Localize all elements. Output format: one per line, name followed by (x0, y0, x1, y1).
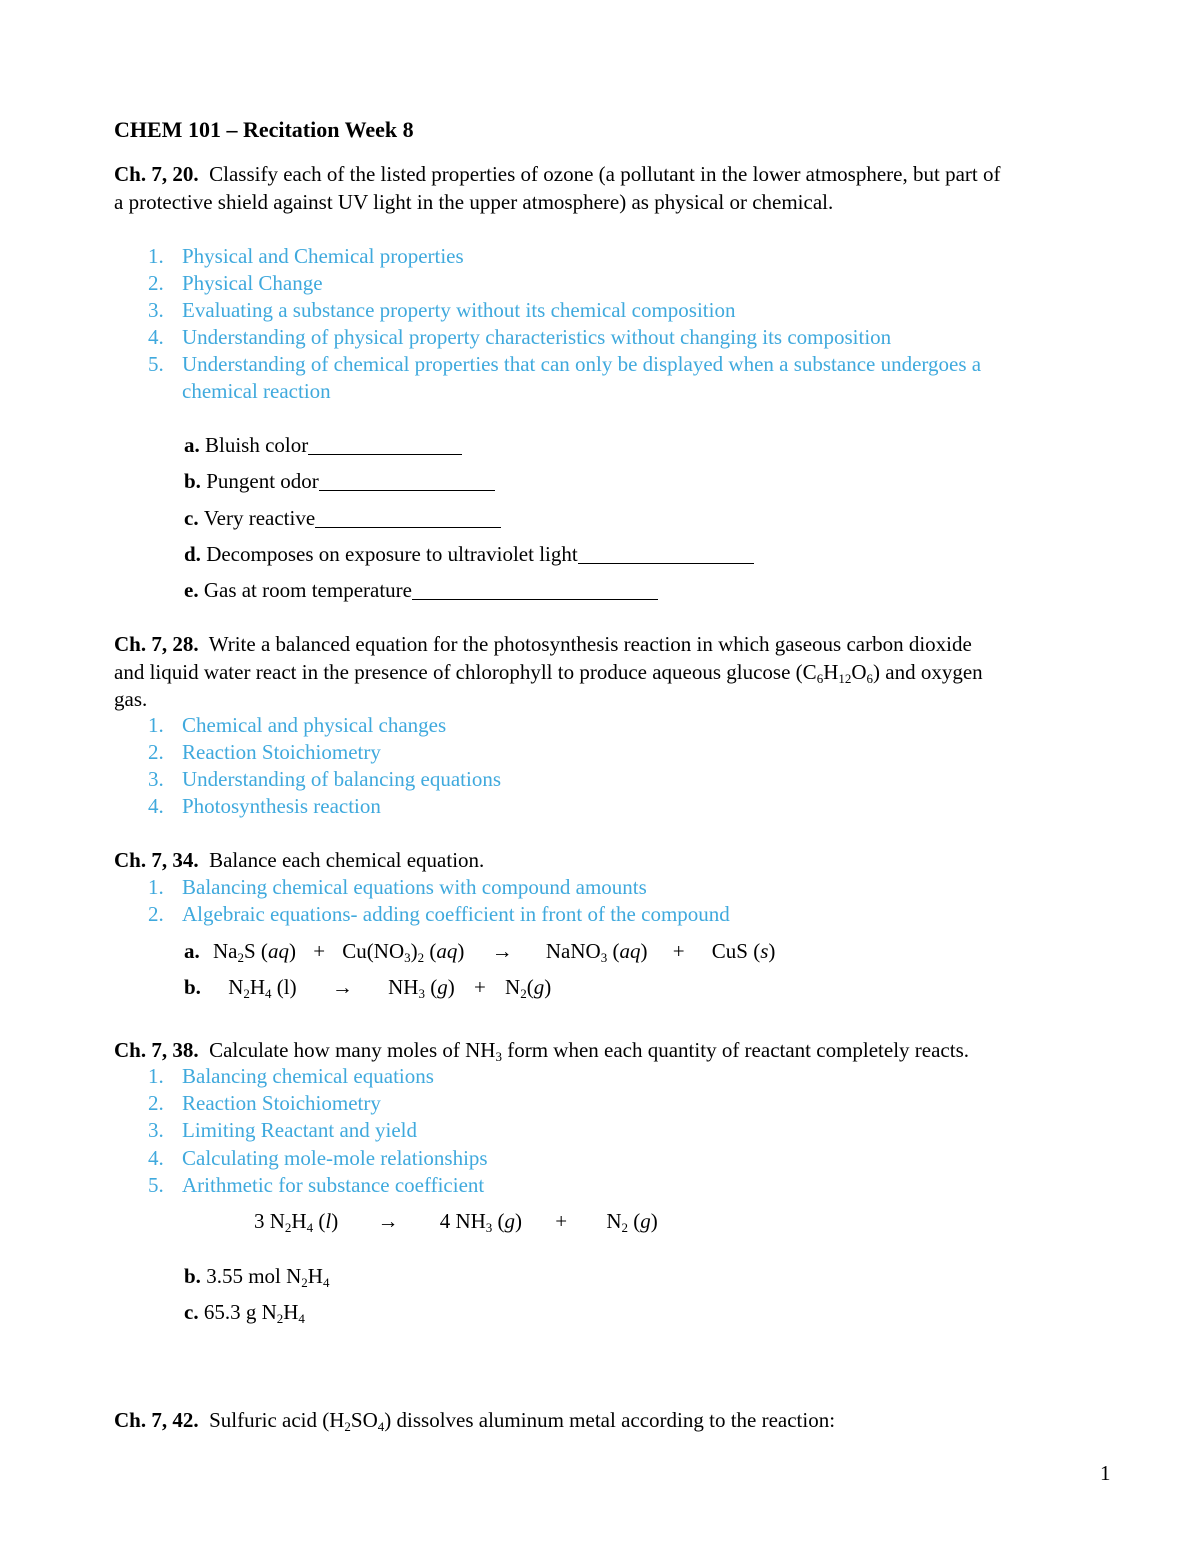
answer-blank[interactable] (315, 507, 501, 528)
objective-item: 1. Chemical and physical changes (148, 713, 447, 737)
objective-item: 5. Understanding of chemical properties that can only be displayed when a substance undergoes a (148, 352, 982, 376)
quantity-item-c: c. 65.3 g $N_2H_4$ (184, 1300, 305, 1326)
objective-item: 3. Understanding of balancing equations (148, 767, 501, 791)
answer-blank[interactable] (578, 543, 754, 564)
answer-blank[interactable] (319, 470, 495, 491)
objective-item: 4. Understanding of physical property characteristics without changing its composition (148, 325, 892, 349)
objective-item: 5. Arithmetic for substance coefficient (148, 1173, 485, 1197)
quantity-item-b: b. 3.55 mol $N_2H_4$ (184, 1264, 330, 1290)
question-label: Ch. 7, 20. (114, 162, 199, 186)
question-7-38: Ch. 7, 38. Calculate how many moles of $NH_3$ form when each quantity of reactant completely reacts. (114, 1038, 970, 1064)
objective-item: 1. Balancing chemical equations with compound amounts (148, 875, 647, 899)
objective-item: 4. Calculating mole-mole relationships (148, 1146, 488, 1170)
property-item-e: e. Gas at room temperature (184, 577, 658, 604)
equation-reaction: 3 $N_2H_4$ (l) → 4 $NH_3$ $(g) + N_2$ (g) (254, 1209, 658, 1235)
question-text-cont: and liquid water react in the presence of chlorophyll to produce aqueous glucose $(C_6H_{12}O_6)$ and oxygen (114, 660, 983, 686)
objective-item: 2. Reaction Stoichiometry (148, 1091, 381, 1115)
equation-b: b. $N_2H_4$ $(l) \to NH_3$ $(g) + N_2(g)$ (184, 975, 552, 1001)
property-item-b: b. Pungent odor (184, 468, 495, 495)
question-text: Classify each of the listed properties of ozone (a pollutant in the lower atmosphere, but part of (209, 162, 1001, 186)
equation-a: a. $Na_2S$ $(aq) + Cu(NO_3)_2$ (aq) → NaNO$_3$ (aq) + CuS (s) (184, 939, 776, 965)
objective-item: 3. Limiting Reactant and yield (148, 1118, 418, 1142)
question-text-cont: gas. (114, 687, 148, 711)
objective-item-cont: chemical reaction (182, 379, 331, 403)
property-item-d: d. Decomposes on exposure to ultraviolet light (184, 541, 754, 568)
question-7-20 (114, 161, 1000, 188)
question-text-cont: a protective shield against UV light in the upper atmosphere) as physical or chemical. (114, 190, 834, 214)
objective-item: 4. Photosynthesis reaction (148, 794, 381, 818)
property-item-a: a. Bluish color (184, 432, 462, 459)
page-number: 1 (1100, 1461, 1111, 1485)
objective-item: 1. Physical and Chemical properties (148, 244, 464, 268)
question-7-42: Ch. 7, 42. Sulfuric acid $(H_2SO_4)$ dissolves aluminum metal according to the reaction: (114, 1408, 836, 1434)
answer-blank[interactable] (308, 434, 462, 455)
objective-item: 1. Balancing chemical equations (148, 1064, 434, 1088)
question-7-28: Ch. 7, 28. Write a balanced equation for the photosynthesis reaction in which gaseous carbon dioxide (114, 632, 972, 656)
objective-item: 2. Reaction Stoichiometry (148, 740, 381, 764)
page-title: CHEM 101 – Recitation Week 8 (114, 117, 414, 142)
answer-blank[interactable] (412, 579, 658, 600)
objective-item: 2. Physical Change (148, 271, 323, 295)
property-item-c: c. Very reactive (184, 505, 501, 532)
objective-item: 2. Algebraic equations- adding coefficient in front of the compound (148, 902, 730, 926)
question-7-34: Ch. 7, 34. Balance each chemical equation. (114, 848, 485, 872)
objective-item: 3. Evaluating a substance property without its chemical composition (148, 298, 736, 322)
